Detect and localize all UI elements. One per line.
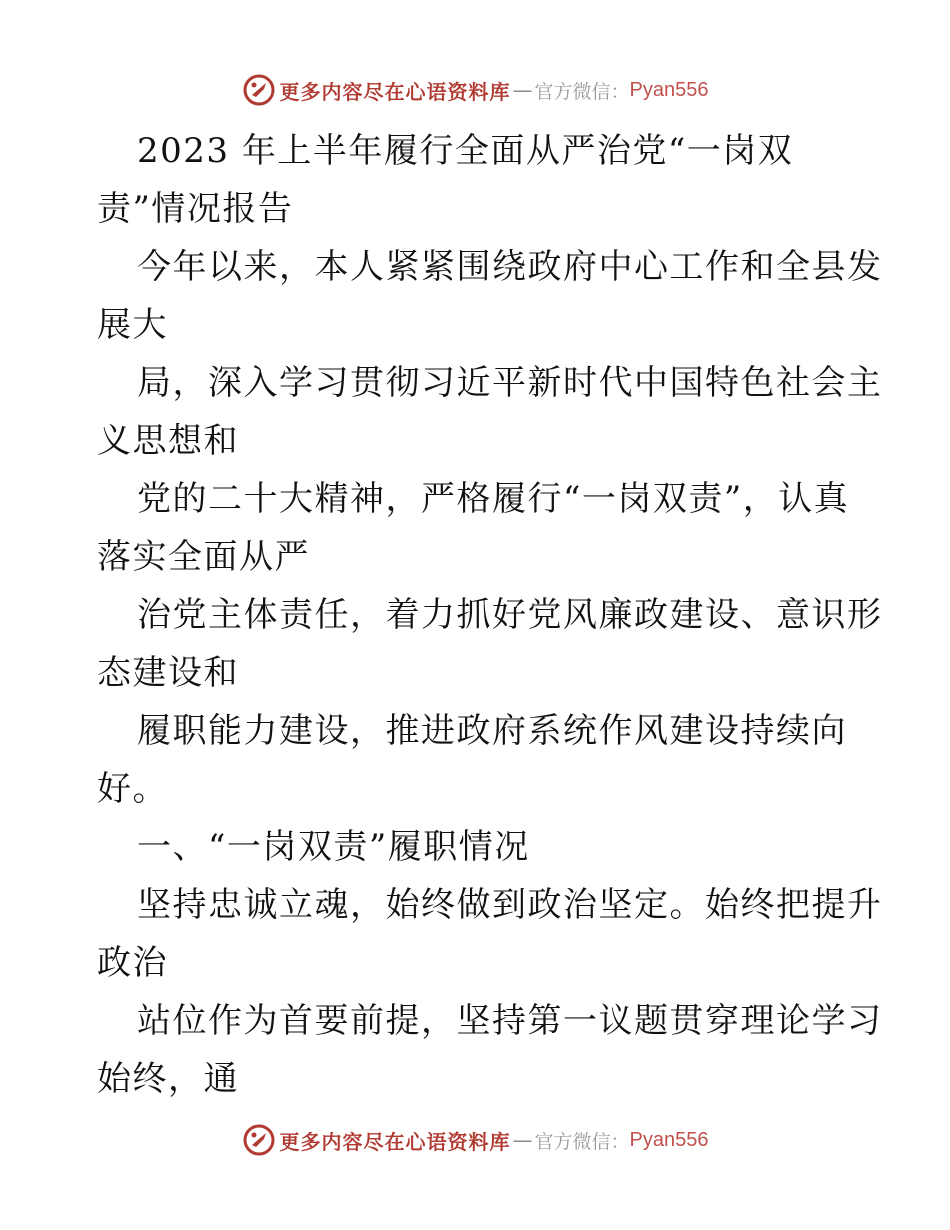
document-body — [97, 122, 883, 1108]
watermark-site: 更多内容尽在心语资料库 — [279, 79, 511, 104]
document-title-line-1: 2023 年上半年履行全面从严治党“一岗双 — [137, 131, 794, 171]
paragraph-line: 态建设和 — [97, 653, 239, 693]
paragraph-line: 展大 — [97, 305, 168, 345]
paragraph-line: 坚持忠诚立魂，始终做到政治坚定。始终把提升 — [137, 885, 883, 925]
document-title-line-2: 责”情况报告 — [97, 189, 294, 229]
paragraph-line: 党的二十大精神，严格履行“一岗双责”，认真 — [137, 479, 850, 519]
header-watermark — [0, 70, 950, 110]
watermark-site: 更多内容尽在心语资料库 — [279, 1129, 511, 1154]
paragraph-line: 政治 — [97, 943, 168, 983]
seal-logo-icon — [242, 1123, 276, 1157]
seal-logo-icon — [242, 73, 276, 107]
paragraph-line: 局，深入学习贯彻习近平新时代中国特色社会主 — [137, 363, 883, 403]
footer-watermark — [0, 1120, 950, 1160]
watermark-wechat-label: 官方微信： — [534, 1130, 630, 1153]
paragraph-line: 始终，通 — [97, 1059, 239, 1099]
paragraph-line: 好。 — [97, 769, 168, 809]
section-heading: 一、“一岗双责”履职情况 — [137, 827, 530, 867]
paragraph-line: 治党主体责任，着力抓好党风廉政建设、意识形 — [137, 595, 883, 635]
paragraph-line: 今年以来，本人紧紧围绕政府中心工作和全县发 — [137, 247, 883, 287]
paragraph-line: 义思想和 — [97, 421, 239, 461]
watermark-separator: — — [512, 78, 533, 102]
watermark-wechat-label: 官方微信： — [534, 80, 630, 103]
paragraph-line: 站位作为首要前提，坚持第一议题贯穿理论学习 — [137, 1001, 883, 1041]
paragraph-line: 落实全面从严 — [97, 537, 310, 577]
watermark-wechat-id: Pyan556 — [629, 78, 709, 101]
watermark-separator: — — [512, 1128, 533, 1152]
watermark-wechat-id: Pyan556 — [629, 1128, 709, 1151]
paragraph-line: 履职能力建设，推进政府系统作风建设持续向 — [137, 711, 847, 751]
